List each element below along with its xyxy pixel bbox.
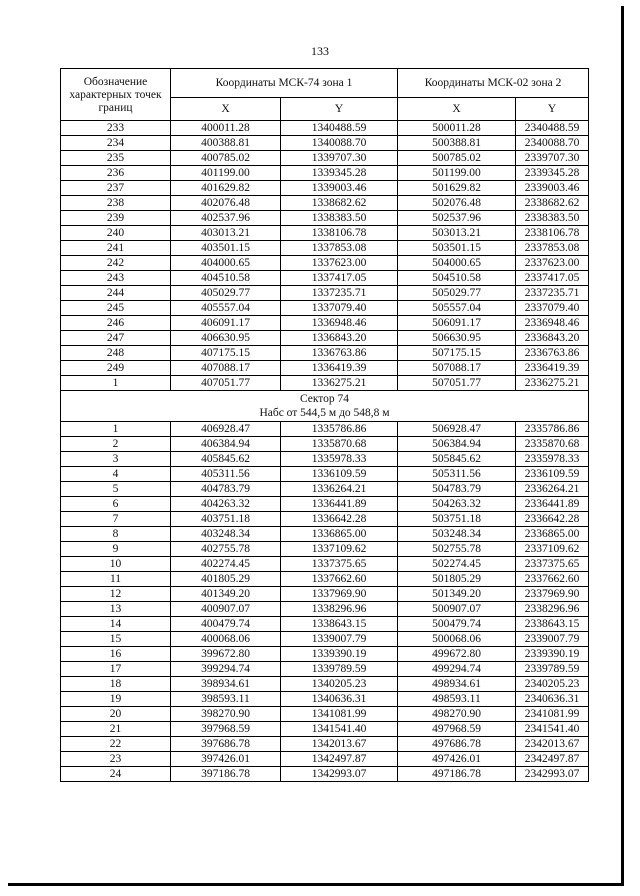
msk02-x-cell: 497186.78 <box>398 767 516 782</box>
msk74-y-cell: 1342497.87 <box>281 752 398 767</box>
table-row <box>61 617 589 632</box>
msk74-y-cell: 1340636.31 <box>281 692 398 707</box>
msk74-y-cell: 1341081.99 <box>281 707 398 722</box>
msk74-y-cell: 1340205.23 <box>281 677 398 692</box>
msk74-x-header: X <box>171 98 281 121</box>
msk74-x-cell: 402755.78 <box>171 542 281 557</box>
msk74-y-cell: 1337853.08 <box>281 241 398 256</box>
point-id-cell: 13 <box>61 602 171 617</box>
point-id-cell: 12 <box>61 587 171 602</box>
msk02-y-cell: 2339003.46 <box>516 181 589 196</box>
table-body-lower <box>61 422 589 782</box>
msk74-x-cell: 401199.00 <box>171 166 281 181</box>
msk02-y-cell: 2336948.46 <box>516 316 589 331</box>
table-row <box>61 482 589 497</box>
msk74-y-cell: 1336865.00 <box>281 527 398 542</box>
table-row <box>61 467 589 482</box>
msk02-x-cell: 507088.17 <box>398 361 516 376</box>
msk74-x-cell: 402537.96 <box>171 211 281 226</box>
msk74-x-cell: 403751.18 <box>171 512 281 527</box>
table-row <box>61 587 589 602</box>
msk02-x-cell: 505029.77 <box>398 286 516 301</box>
msk74-y-cell: 1336843.20 <box>281 331 398 346</box>
msk02-x-cell: 500479.74 <box>398 617 516 632</box>
msk02-y-cell: 2342013.67 <box>516 737 589 752</box>
table-row <box>61 497 589 512</box>
point-id-cell: 23 <box>61 752 171 767</box>
table-row <box>61 557 589 572</box>
sector-row <box>61 391 589 422</box>
msk02-x-cell: 503501.15 <box>398 241 516 256</box>
msk02-y-cell: 2341081.99 <box>516 707 589 722</box>
table-row <box>61 241 589 256</box>
table-row <box>61 527 589 542</box>
msk02-x-cell: 506384.94 <box>398 437 516 452</box>
msk02-y-cell: 2340488.59 <box>516 121 589 136</box>
table-row <box>61 752 589 767</box>
msk74-y-header: Y <box>281 98 398 121</box>
msk02-y-cell: 2336441.89 <box>516 497 589 512</box>
msk74-y-cell: 1339003.46 <box>281 181 398 196</box>
msk74-y-cell: 1339789.59 <box>281 662 398 677</box>
msk74-y-cell: 1335870.68 <box>281 437 398 452</box>
msk74-y-cell: 1342013.67 <box>281 737 398 752</box>
msk74-y-cell: 1337417.05 <box>281 271 398 286</box>
msk74-y-cell: 1338383.50 <box>281 211 398 226</box>
msk74-y-cell: 1336642.28 <box>281 512 398 527</box>
msk02-y-cell: 2337079.40 <box>516 301 589 316</box>
msk02-y-cell: 2337853.08 <box>516 241 589 256</box>
msk02-x-cell: 505311.56 <box>398 467 516 482</box>
msk74-x-cell: 399294.74 <box>171 662 281 677</box>
msk74-x-cell: 401805.29 <box>171 572 281 587</box>
msk02-x-cell: 501199.00 <box>398 166 516 181</box>
msk74-y-cell: 1340488.59 <box>281 121 398 136</box>
msk02-y-cell: 2338296.96 <box>516 602 589 617</box>
table-row <box>61 572 589 587</box>
table-row <box>61 136 589 151</box>
point-id-cell: 3 <box>61 452 171 467</box>
msk74-x-cell: 400068.06 <box>171 632 281 647</box>
msk74-x-cell: 404000.65 <box>171 256 281 271</box>
table-row <box>61 542 589 557</box>
msk74-x-cell: 406630.95 <box>171 331 281 346</box>
msk74-x-cell: 397968.59 <box>171 722 281 737</box>
msk02-y-cell: 2337623.00 <box>516 256 589 271</box>
msk02-y-cell: 2341541.40 <box>516 722 589 737</box>
msk02-x-cell: 502274.45 <box>398 557 516 572</box>
msk02-x-cell: 498934.61 <box>398 677 516 692</box>
msk74-x-cell: 402076.48 <box>171 196 281 211</box>
msk02-x-cell: 501805.29 <box>398 572 516 587</box>
table-row <box>61 737 589 752</box>
msk74-y-cell: 1341541.40 <box>281 722 398 737</box>
msk02-x-cell: 500785.02 <box>398 151 516 166</box>
msk74-x-cell: 404783.79 <box>171 482 281 497</box>
msk74-x-cell: 403501.15 <box>171 241 281 256</box>
msk02-y-cell: 2336264.21 <box>516 482 589 497</box>
msk74-x-cell: 400785.02 <box>171 151 281 166</box>
msk74-x-cell: 405557.04 <box>171 301 281 316</box>
msk74-x-cell: 401629.82 <box>171 181 281 196</box>
table-row <box>61 707 589 722</box>
table-row <box>61 662 589 677</box>
table-row <box>61 437 589 452</box>
point-id-cell: 19 <box>61 692 171 707</box>
msk74-x-cell: 398593.11 <box>171 692 281 707</box>
msk02-y-cell: 2342993.07 <box>516 767 589 782</box>
point-id-cell: 9 <box>61 542 171 557</box>
page-number: 133 <box>311 44 329 58</box>
msk74-y-cell: 1340088.70 <box>281 136 398 151</box>
point-id-cell: 233 <box>61 121 171 136</box>
msk02-group-header: Координаты МСК-02 зона 2 <box>398 69 589 98</box>
table-row <box>61 256 589 271</box>
msk74-x-cell: 404263.32 <box>171 497 281 512</box>
sector-subtitle: Набс от 544,5 м до 548,8 м <box>259 407 390 419</box>
table-row <box>61 121 589 136</box>
table-row <box>61 151 589 166</box>
point-id-cell: 11 <box>61 572 171 587</box>
point-id-cell: 245 <box>61 301 171 316</box>
msk02-x-header: X <box>398 98 516 121</box>
msk02-y-cell: 2335978.33 <box>516 452 589 467</box>
msk02-x-cell: 499672.80 <box>398 647 516 662</box>
msk02-x-cell: 502537.96 <box>398 211 516 226</box>
msk02-y-cell: 2336109.59 <box>516 467 589 482</box>
msk02-x-cell: 505557.04 <box>398 301 516 316</box>
point-id-cell: 234 <box>61 136 171 151</box>
msk74-y-cell: 1336109.59 <box>281 467 398 482</box>
msk74-y-cell: 1337109.62 <box>281 542 398 557</box>
msk02-x-cell: 505845.62 <box>398 452 516 467</box>
msk74-x-cell: 407175.15 <box>171 346 281 361</box>
point-id-cell: 248 <box>61 346 171 361</box>
msk02-x-cell: 501349.20 <box>398 587 516 602</box>
point-id-cell: 10 <box>61 557 171 572</box>
table-row <box>61 767 589 782</box>
msk02-x-cell: 504000.65 <box>398 256 516 271</box>
msk02-y-cell: 2336275.21 <box>516 376 589 391</box>
msk02-y-cell: 2336865.00 <box>516 527 589 542</box>
msk02-y-cell: 2336763.86 <box>516 346 589 361</box>
msk02-y-cell: 2340088.70 <box>516 136 589 151</box>
sector-title: Сектор 74 <box>299 393 350 405</box>
msk74-y-cell: 1335978.33 <box>281 452 398 467</box>
point-id-cell: 235 <box>61 151 171 166</box>
msk74-x-cell: 400388.81 <box>171 136 281 151</box>
msk74-y-cell: 1337235.71 <box>281 286 398 301</box>
msk74-y-cell: 1336275.21 <box>281 376 398 391</box>
msk02-y-cell: 2340205.23 <box>516 677 589 692</box>
table-row <box>61 301 589 316</box>
msk74-x-cell: 406384.94 <box>171 437 281 452</box>
msk74-y-cell: 1336419.39 <box>281 361 398 376</box>
msk02-y-cell: 2338643.15 <box>516 617 589 632</box>
msk74-x-cell: 397426.01 <box>171 752 281 767</box>
msk02-x-cell: 506630.95 <box>398 331 516 346</box>
point-id-cell: 241 <box>61 241 171 256</box>
msk02-x-cell: 503751.18 <box>398 512 516 527</box>
point-id-cell: 17 <box>61 662 171 677</box>
msk74-x-cell: 400011.28 <box>171 121 281 136</box>
msk74-x-cell: 407088.17 <box>171 361 281 376</box>
msk02-y-cell: 2340636.31 <box>516 692 589 707</box>
point-id-cell: 249 <box>61 361 171 376</box>
point-id-cell: 20 <box>61 707 171 722</box>
msk02-y-cell: 2339007.79 <box>516 632 589 647</box>
msk02-y-cell: 2339707.30 <box>516 151 589 166</box>
msk02-y-cell: 2337375.65 <box>516 557 589 572</box>
msk02-y-cell: 2335870.68 <box>516 437 589 452</box>
table-row <box>61 331 589 346</box>
point-id-cell: 239 <box>61 211 171 226</box>
msk74-x-cell: 397186.78 <box>171 767 281 782</box>
table-row <box>61 422 589 437</box>
msk74-y-cell: 1342993.07 <box>281 767 398 782</box>
msk02-y-cell: 2337417.05 <box>516 271 589 286</box>
msk74-x-cell: 404510.58 <box>171 271 281 286</box>
msk74-x-cell: 405311.56 <box>171 467 281 482</box>
msk74-y-cell: 1339345.28 <box>281 166 398 181</box>
point-id-cell: 243 <box>61 271 171 286</box>
msk02-y-cell: 2339390.19 <box>516 647 589 662</box>
msk02-y-cell: 2336419.39 <box>516 361 589 376</box>
point-id-cell: 236 <box>61 166 171 181</box>
point-id-cell: 244 <box>61 286 171 301</box>
msk02-y-cell: 2339789.59 <box>516 662 589 677</box>
msk74-y-cell: 1337969.90 <box>281 587 398 602</box>
msk74-y-cell: 1336763.86 <box>281 346 398 361</box>
msk02-y-header: Y <box>516 98 589 121</box>
point-id-cell: 237 <box>61 181 171 196</box>
msk74-x-cell: 403013.21 <box>171 226 281 241</box>
table-row <box>61 647 589 662</box>
msk02-y-cell: 2338106.78 <box>516 226 589 241</box>
table-row <box>61 677 589 692</box>
table-row <box>61 602 589 617</box>
msk74-y-cell: 1336264.21 <box>281 482 398 497</box>
msk02-x-cell: 504783.79 <box>398 482 516 497</box>
point-id-cell: 18 <box>61 677 171 692</box>
msk02-x-cell: 506091.17 <box>398 316 516 331</box>
msk02-x-cell: 497686.78 <box>398 737 516 752</box>
msk74-y-cell: 1336441.89 <box>281 497 398 512</box>
msk02-x-cell: 499294.74 <box>398 662 516 677</box>
msk02-x-cell: 504263.32 <box>398 497 516 512</box>
table-row <box>61 376 589 391</box>
msk02-x-cell: 507175.15 <box>398 346 516 361</box>
table-row <box>61 286 589 301</box>
msk74-y-cell: 1337375.65 <box>281 557 398 572</box>
msk74-y-cell: 1337623.00 <box>281 256 398 271</box>
msk02-x-cell: 501629.82 <box>398 181 516 196</box>
msk02-x-cell: 497968.59 <box>398 722 516 737</box>
point-id-cell: 7 <box>61 512 171 527</box>
point-id-cell: 242 <box>61 256 171 271</box>
msk74-y-cell: 1337079.40 <box>281 301 398 316</box>
msk02-y-cell: 2337969.90 <box>516 587 589 602</box>
table-row <box>61 346 589 361</box>
msk74-x-cell: 400479.74 <box>171 617 281 632</box>
msk74-x-cell: 403248.34 <box>171 527 281 542</box>
point-id-cell: 8 <box>61 527 171 542</box>
point-id-cell: 22 <box>61 737 171 752</box>
msk74-y-cell: 1339007.79 <box>281 632 398 647</box>
coordinates-table <box>60 68 589 782</box>
msk74-y-cell: 1338643.15 <box>281 617 398 632</box>
msk74-x-cell: 407051.77 <box>171 376 281 391</box>
msk02-x-cell: 503013.21 <box>398 226 516 241</box>
msk02-y-cell: 2342497.87 <box>516 752 589 767</box>
point-id-cell: 240 <box>61 226 171 241</box>
msk74-y-cell: 1338296.96 <box>281 602 398 617</box>
point-id-cell: 14 <box>61 617 171 632</box>
msk02-y-cell: 2338682.62 <box>516 196 589 211</box>
table-row <box>61 512 589 527</box>
msk02-x-cell: 497426.01 <box>398 752 516 767</box>
msk02-y-cell: 2337235.71 <box>516 286 589 301</box>
table-row <box>61 316 589 331</box>
msk74-group-header: Координаты МСК-74 зона 1 <box>171 69 398 98</box>
msk02-y-cell: 2337662.60 <box>516 572 589 587</box>
point-column-header: Обозначение характерных точек границ <box>61 69 171 121</box>
msk02-y-cell: 2336843.20 <box>516 331 589 346</box>
msk02-y-cell: 2336642.28 <box>516 512 589 527</box>
msk74-x-cell: 406928.47 <box>171 422 281 437</box>
msk02-x-cell: 500011.28 <box>398 121 516 136</box>
msk74-y-cell: 1339390.19 <box>281 647 398 662</box>
table-row <box>61 196 589 211</box>
msk02-x-cell: 504510.58 <box>398 271 516 286</box>
msk02-x-cell: 498270.90 <box>398 707 516 722</box>
msk02-y-cell: 2338383.50 <box>516 211 589 226</box>
msk02-x-cell: 506928.47 <box>398 422 516 437</box>
sector-cell <box>61 391 589 422</box>
point-id-cell: 247 <box>61 331 171 346</box>
msk74-x-cell: 402274.45 <box>171 557 281 572</box>
table-row <box>61 692 589 707</box>
msk02-y-cell: 2335786.86 <box>516 422 589 437</box>
point-id-cell: 238 <box>61 196 171 211</box>
msk74-x-cell: 398934.61 <box>171 677 281 692</box>
msk02-x-cell: 500068.06 <box>398 632 516 647</box>
table-row <box>61 166 589 181</box>
table-row <box>61 181 589 196</box>
msk74-x-cell: 405845.62 <box>171 452 281 467</box>
msk74-x-cell: 405029.77 <box>171 286 281 301</box>
msk74-y-cell: 1337662.60 <box>281 572 398 587</box>
point-id-cell: 5 <box>61 482 171 497</box>
msk02-x-cell: 500388.81 <box>398 136 516 151</box>
point-id-cell: 24 <box>61 767 171 782</box>
table-row <box>61 722 589 737</box>
msk74-y-cell: 1335786.86 <box>281 422 398 437</box>
msk74-x-cell: 399672.80 <box>171 647 281 662</box>
msk02-x-cell: 503248.34 <box>398 527 516 542</box>
msk74-x-cell: 406091.17 <box>171 316 281 331</box>
point-id-cell: 15 <box>61 632 171 647</box>
point-id-cell: 16 <box>61 647 171 662</box>
msk02-x-cell: 502076.48 <box>398 196 516 211</box>
msk02-x-cell: 498593.11 <box>398 692 516 707</box>
msk74-y-cell: 1336948.46 <box>281 316 398 331</box>
msk74-x-cell: 400907.07 <box>171 602 281 617</box>
point-id-cell: 246 <box>61 316 171 331</box>
msk02-x-cell: 502755.78 <box>398 542 516 557</box>
table-row <box>61 211 589 226</box>
msk74-x-cell: 397686.78 <box>171 737 281 752</box>
msk74-y-cell: 1338682.62 <box>281 196 398 211</box>
point-id-cell: 1 <box>61 422 171 437</box>
sector-section <box>61 391 589 422</box>
point-id-cell: 2 <box>61 437 171 452</box>
table-row <box>61 361 589 376</box>
table-row <box>61 452 589 467</box>
point-id-cell: 1 <box>61 376 171 391</box>
table-row <box>61 632 589 647</box>
msk02-y-cell: 2339345.28 <box>516 166 589 181</box>
point-id-cell: 6 <box>61 497 171 512</box>
msk02-x-cell: 500907.07 <box>398 602 516 617</box>
point-id-cell: 21 <box>61 722 171 737</box>
msk74-x-cell: 398270.90 <box>171 707 281 722</box>
table-row <box>61 271 589 286</box>
msk02-x-cell: 507051.77 <box>398 376 516 391</box>
msk74-x-cell: 401349.20 <box>171 587 281 602</box>
table-row <box>61 226 589 241</box>
msk74-y-cell: 1338106.78 <box>281 226 398 241</box>
point-id-cell: 4 <box>61 467 171 482</box>
msk02-y-cell: 2337109.62 <box>516 542 589 557</box>
table-body-upper <box>61 121 589 391</box>
msk74-y-cell: 1339707.30 <box>281 151 398 166</box>
